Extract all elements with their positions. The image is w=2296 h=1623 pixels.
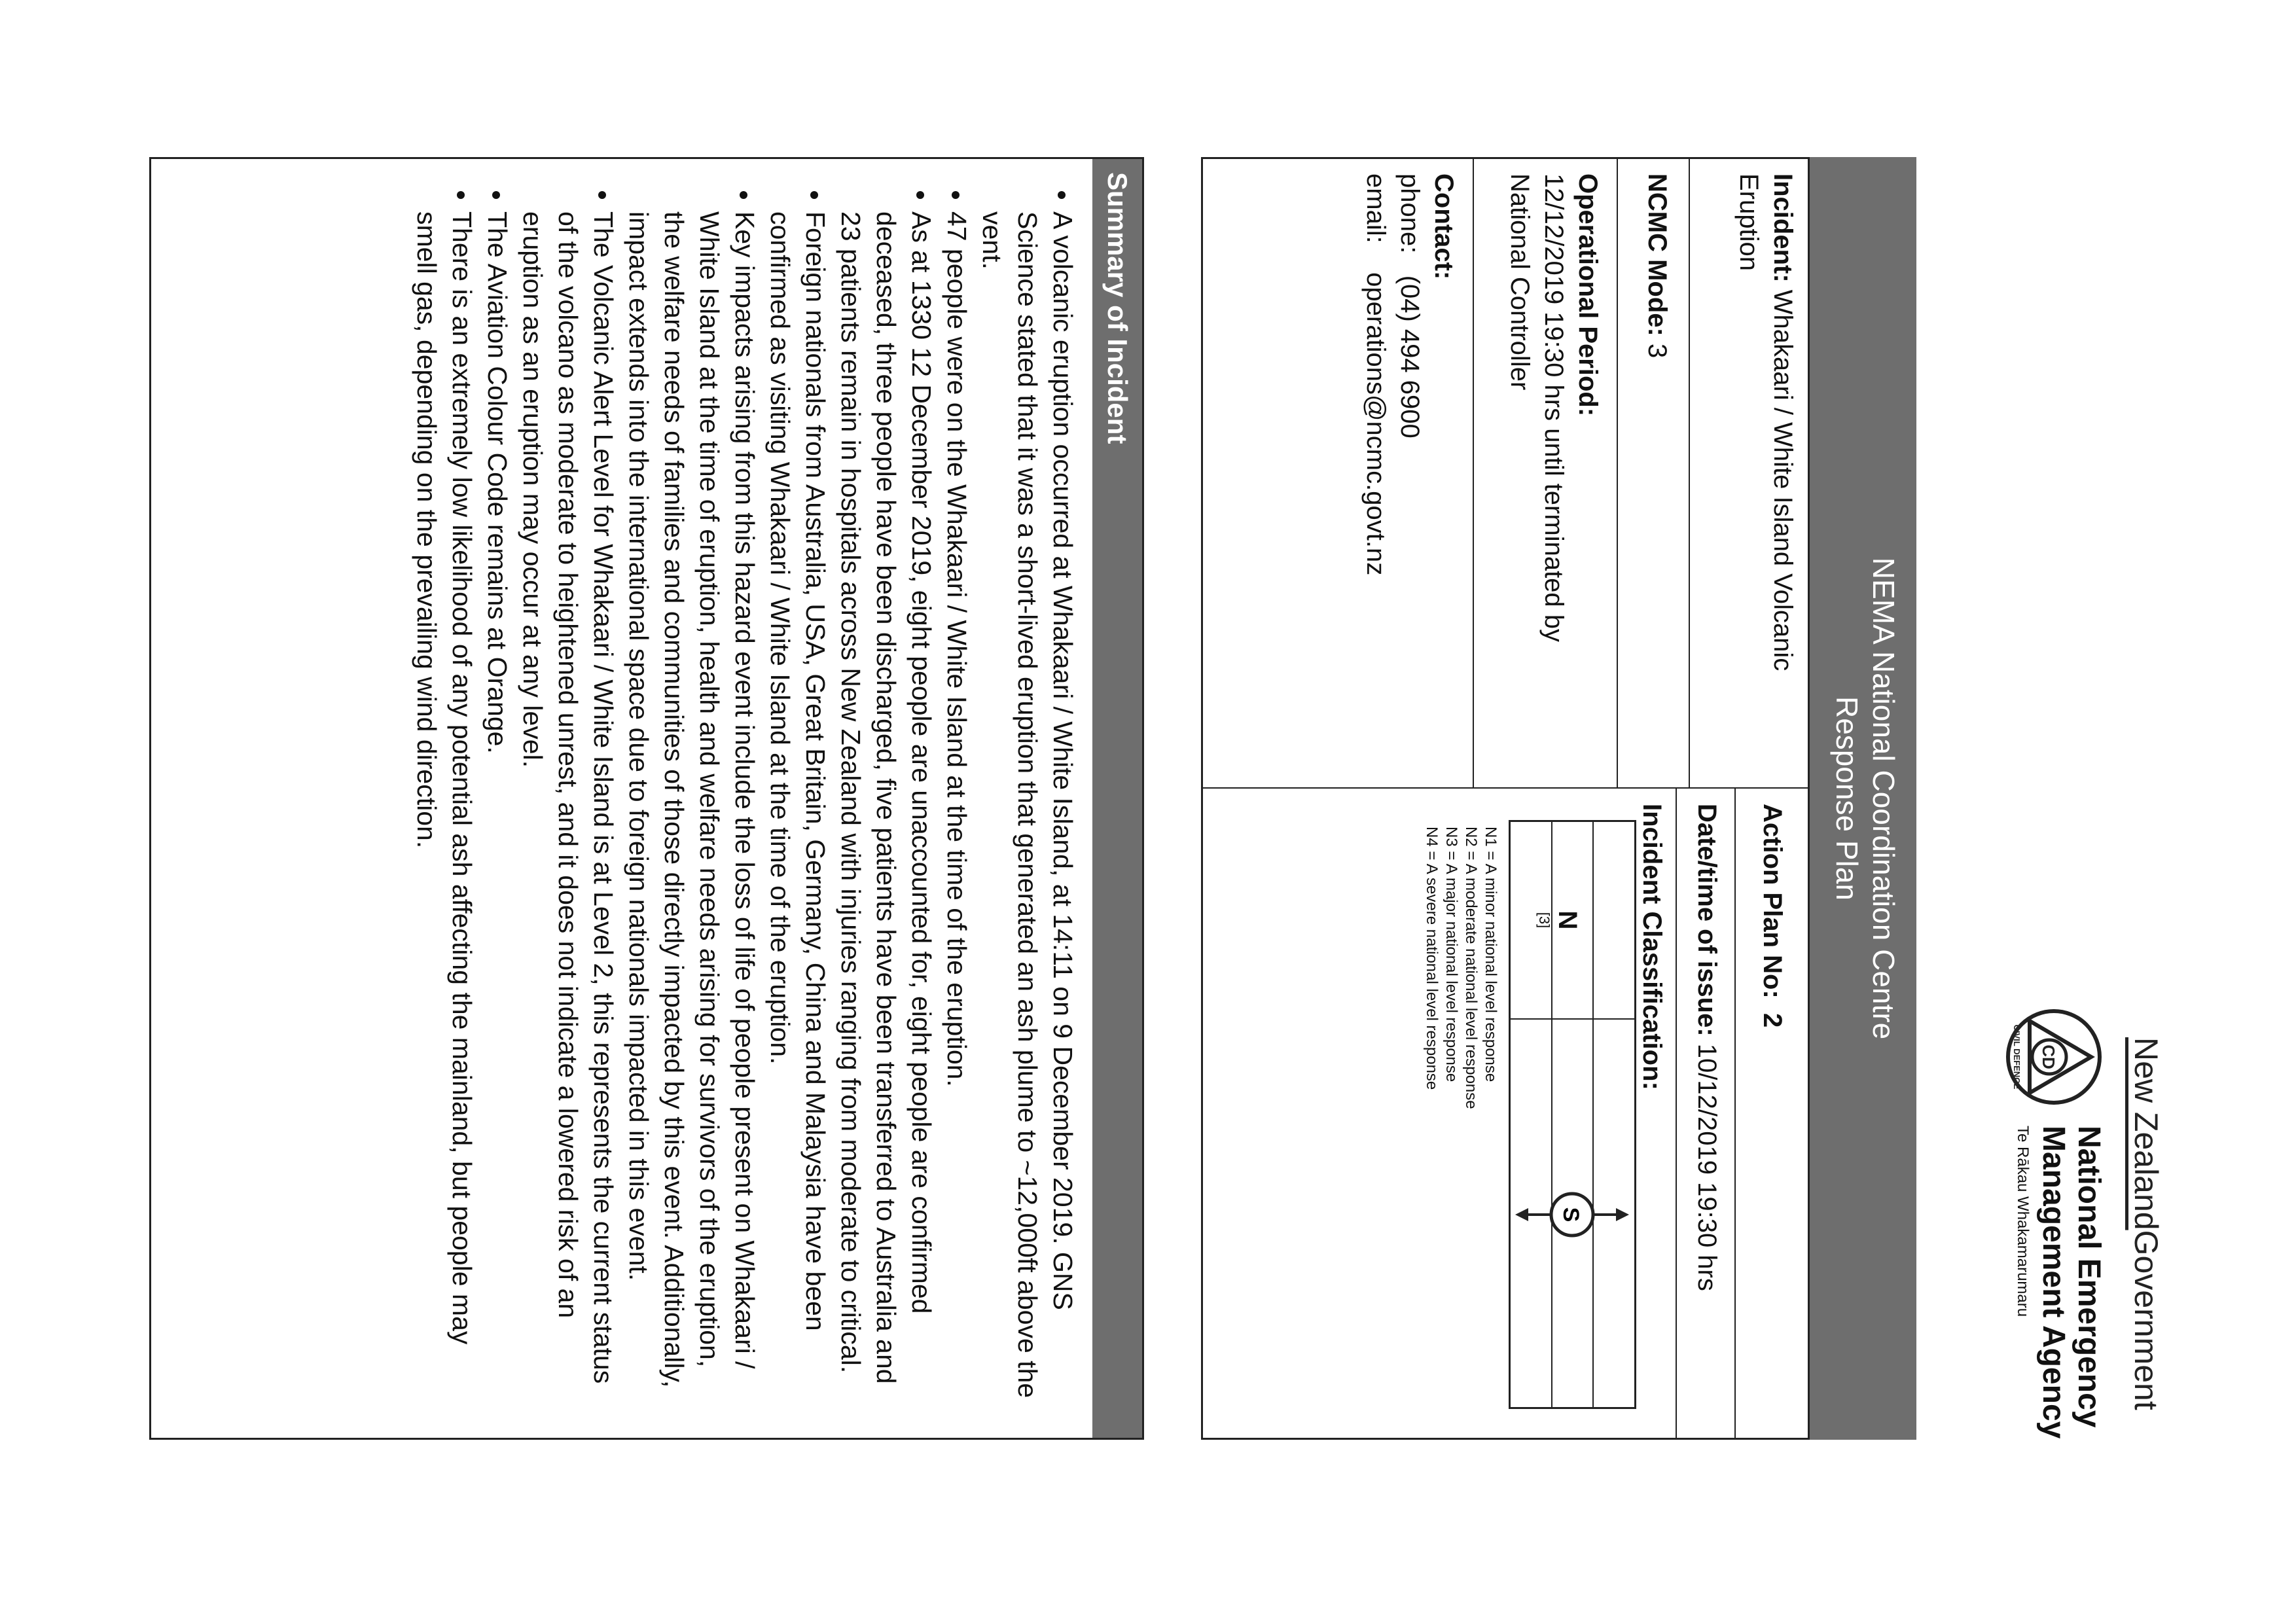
summary-list	[409, 159, 1081, 1412]
summary-section	[149, 157, 1144, 1440]
agency-line-1: National Emergency	[2072, 1126, 2106, 1428]
classification-level: N [3]	[1536, 910, 1582, 930]
date-of-issue-cell: Date/time of issue: 10/12/2019 19:30 hrs	[1693, 804, 1721, 1291]
list-item: • 47 people were on the Whakaari / White Island at the time of the eruption.	[939, 211, 975, 1412]
incident-cell: Incident: Whakaari / White Island Volcanic Eruption	[1734, 173, 1797, 671]
plan-title: NEMA National Coordination Centre	[1867, 557, 1901, 1040]
civil-defence-logo-icon	[2005, 1008, 2103, 1106]
svg-text:CD: CD	[2039, 1044, 2058, 1069]
incident-details-table	[1201, 157, 1810, 1440]
classification-cell: Incident Classification:	[1638, 804, 1666, 1090]
agency-maori-name: Te Rākau Whakamarumaru	[2014, 1126, 2032, 1317]
svg-text:CIVIL DEFENCE: CIVIL DEFENCE	[2012, 1024, 2022, 1090]
list-item: • There is an extremely low likelihood of any potential ash affecting the mainland, but people may smell gas, depending on the prevailing wind direction.	[409, 211, 480, 1412]
svg-text:S: S	[1558, 1207, 1583, 1222]
list-item: • Key impacts arising from this hazard event include the loss of life of people present on Whakaari / White Island at the time of eruption, health and welfare needs arising for survivors of the eruption, the welfare needs of families and communities of those directly impacted by this event. Additionally, impact extends into the international space due to foreign nationals impacted in this event.	[621, 211, 762, 1412]
email-address: operations@ncmc.govt.nz	[1361, 272, 1390, 576]
classification-legend: N1 = A minor national level response N2 = A moderate national level response N3 = A major national level response N4 = A severe national level response	[1423, 827, 1499, 1109]
list-item: • As at 1330 12 December 2019, eight people are unaccounted for, eight people are confirmed deceased, three people have been discharged, five patients have been transferred to Australia and 23 patients remain in hospitals across New Zealand with injuries ranging from moderate to critical.	[833, 211, 939, 1412]
list-item: • The Aviation Colour Code remains at Orange.	[480, 211, 515, 1412]
operational-period-cell: Operational Period: 12/12/2019 19:30 hrs until terminated by National Controller	[1505, 173, 1602, 643]
summary-heading: Summary of Incident	[1092, 159, 1142, 1438]
ncmc-mode-cell: NCMC Mode: 3	[1643, 173, 1672, 359]
list-item: • A volcanic eruption occurred at Whakaari / White Island, at 14:11 on 9 December 2019. GNS Science stated that it was a short-lived eruption that generated an ash plume to ~12,000ft above the vent.	[975, 211, 1081, 1412]
plan-subtitle: Response Plan	[1830, 696, 1864, 901]
agency-line-2: Management Agency	[2036, 1126, 2071, 1439]
contact-cell: Contact: phone: (04) 494 6900 email: operations@ncmc.govt.nz	[1361, 173, 1458, 576]
nz-government-logo: New ZealandGovernment	[2128, 1037, 2164, 1410]
action-plan-cell: Action Plan No: 2	[1758, 804, 1787, 1028]
agency-name	[2013, 1126, 2106, 1438]
list-item: • Foreign nationals from Australia, USA, Great Britain, Germany, China and Malaysia have been confirmed as visiting Whakaari / White Island at the time of the eruption.	[762, 211, 833, 1412]
classification-scale	[1509, 820, 1636, 1409]
list-item: • The Volcanic Alert Level for Whakaari / White Island is at Level 2, this represents the current status of the volcano as moderate to heightened unrest, and it does not indicate a lowered risk of an eruption as an eruption may occur at any level.	[515, 211, 621, 1412]
classification-marker-icon	[1511, 1018, 1634, 1408]
phone-number: (04) 494 6900	[1395, 275, 1424, 438]
plan-header	[1810, 157, 1916, 1440]
